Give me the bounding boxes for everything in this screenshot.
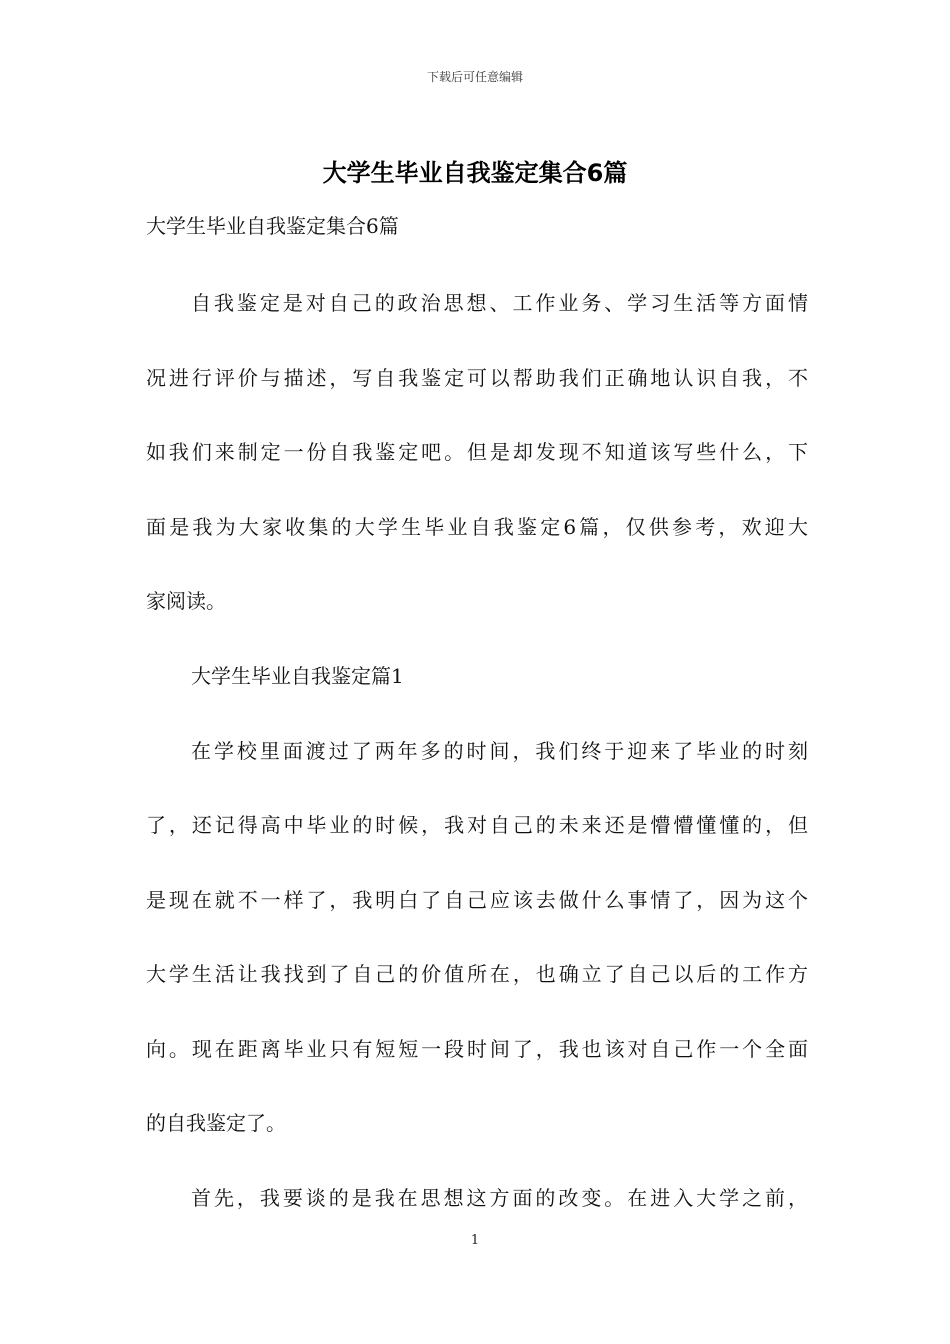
paragraph-line: 向。现在距离毕业只有短短一段时间了，我也该对自己作一个全面	[146, 1037, 808, 1061]
paragraph-line: 大学生活让我找到了自己的价值所在，也确立了自己以后的工作方	[146, 962, 808, 986]
paragraph-line: 了，还记得高中毕业的时候，我对自己的未来还是懵懵懂懂的，但	[146, 813, 808, 837]
intro-line: 家阅读。	[146, 589, 226, 613]
section-heading: 大学生毕业自我鉴定篇1	[191, 664, 404, 688]
intro-line: 面是我为大家收集的大学生毕业自我鉴定6篇，仅供参考，欢迎大	[146, 515, 808, 539]
intro-line: 自我鉴定是对自己的政治思想、工作业务、学习生活等方面情	[191, 291, 808, 315]
paragraph-line: 首先，我要谈的是我在思想这方面的改变。在进入大学之前，	[191, 1186, 808, 1210]
page-number: 1	[470, 1233, 480, 1248]
paragraph-line: 是现在就不一样了，我明白了自己应该去做什么事情了，因为这个	[146, 888, 808, 912]
intro-line: 如我们来制定一份自我鉴定吧。但是却发现不知道该写些什么，下	[146, 440, 808, 464]
paragraph-line: 在学校里面渡过了两年多的时间，我们终于迎来了毕业的时刻	[191, 739, 808, 763]
document-title: 大学生毕业自我鉴定集合6篇	[322, 159, 628, 187]
header-note: 下载后可任意编辑	[426, 70, 523, 84]
paragraph-line: 的自我鉴定了。	[146, 1111, 286, 1135]
document-subtitle: 大学生毕业自我鉴定集合6篇	[146, 214, 399, 238]
intro-line: 况进行评价与描述，写自我鉴定可以帮助我们正确地认识自我，不	[146, 366, 808, 390]
